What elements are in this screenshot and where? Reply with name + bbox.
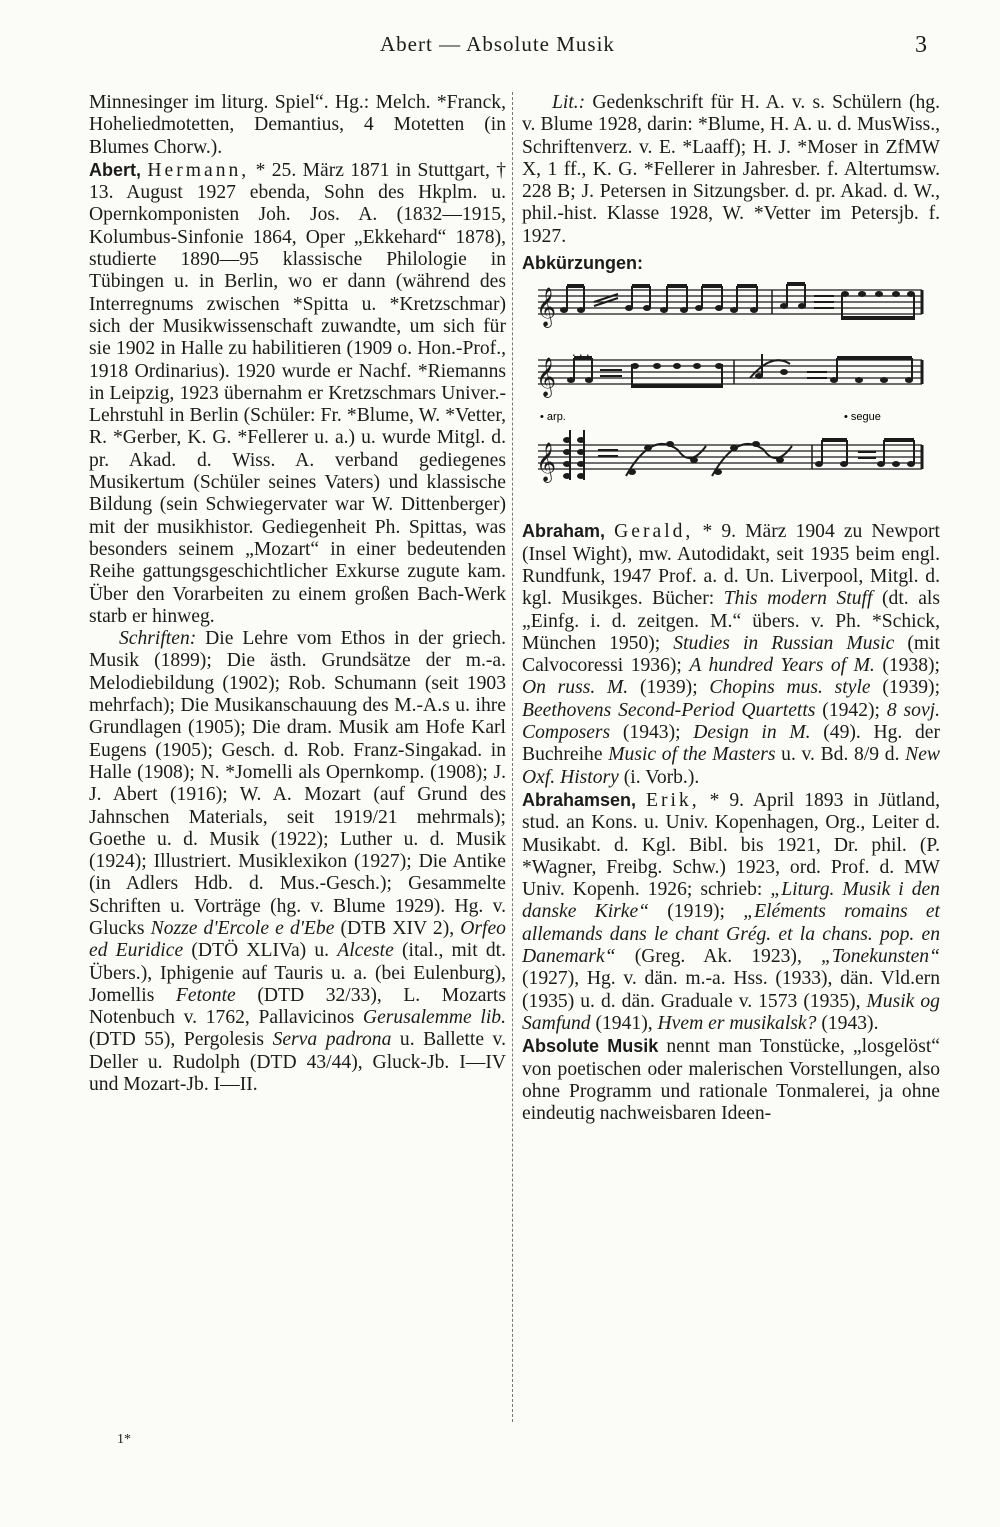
entry-abert — [89, 159, 506, 628]
entry-body: (1942); — [822, 699, 880, 721]
right-column — [522, 92, 940, 1125]
work-title: „Liturg. Musik i den danske Kirke“ — [522, 879, 940, 923]
entry-body: (1927), Hg. v. dän. m.-a. Hss. (1933), dän. Vld.ern (1935) u. d. dän. Graduale v. 1573 (1935), — [522, 968, 940, 1012]
writings-text: (DTD 55), Pergolesis — [89, 1029, 265, 1051]
work-title: Studies in Russian Music — [673, 632, 895, 654]
abbreviations-heading: Abkürzungen: — [522, 253, 643, 274]
entry-abrahamsen — [522, 789, 940, 1035]
work-title: A hundred Years of M. — [689, 655, 875, 677]
entry-body: (1943). — [821, 1012, 879, 1034]
work-title: Orfeo ed Euridice — [89, 917, 506, 962]
entry-headword: Abraham, — [522, 521, 606, 542]
writings-text: (DTB XIV 2), — [340, 917, 455, 939]
writings-text: (ital., mit dt. Übers.), Iphigenie auf Tauris u. a. (bei Eulenburg), Jomellis — [89, 940, 506, 1006]
music-label-arp: • arp. — [540, 411, 566, 424]
entry-body: (i. Vorb.). — [623, 766, 700, 788]
work-title: Design in M. — [693, 722, 811, 744]
intro-text: Minnesinger im liturg. Spiel“. Hg.: Melch. *Franck, Hoheliedmotetten, Demantius, 4 Motetten (in Blumes Chorw.). — [89, 92, 506, 158]
entry-abraham — [522, 520, 940, 789]
entry-body: (Greg. Ak. 1923), — [634, 946, 802, 968]
writings-text: Die Lehre vom Ethos in der griech. Musik (1899); Die ästh. Grundsätze der m.-a. Melodiebildung (1902); Rob. Schumann (seit 1903 mehrfach); Die Musikanschauung des M.-A.s u. ihre Grundlagen (1905); Die dram. Musik am Hofe Karl Eugens (1905); Gesch. d. Rob. Franz-Singakad. in Halle (1908); N. *Jomelli als Opernkomp. (1908); J. J. Abert (1916); W. A. Mozart (auf Grund des Jahnschen Materials, seit 1919/21 mehrmals); Goethe u. d. Musik (1922); Luther u. d. Musik (1924); Illustriert. Musiklexikon (1927); Die Antike (in Adlers Hdb. d. Mus.-Gesch.); Gesammelte Schriften u. Vorträge (hg. v. Blume 1929). Hg. v. Glucks — [89, 628, 506, 939]
music-staff-3 — [536, 430, 922, 483]
entry-given-name: Gerald, — [614, 521, 694, 543]
work-title: Music of the Masters — [608, 744, 776, 766]
work-title: Musik og Samfund — [522, 990, 940, 1034]
work-title: Alceste — [337, 940, 394, 962]
music-staff-2 — [536, 345, 922, 398]
entry-body: * 25. März 1871 in Stuttgart, † 13. August 1927 ebenda, Sohn des Hkplm. u. Opernkomponisten Joh. Jos. A. (1832—1915, Kolumbus-Sinfonie 1864, Oper „Ekkehard“ 1878), studierte 1890—95 klassische Philologie in Tübingen u. in Berlin, wo er dann (während des Interregnums zwischen *Spitta u. *Kretzschmar) sich der Musikwissenschaft zuwandte, um sich für sie 1902 in Halle zu habilitieren (1909 o. Hon.-Prof., 1918 Ordinarius). 1920 wurde er Nachf. *Riemanns in Leipzig, 1923 übernahm er Kretzschmars Univer.-Lehrstuhl in Berlin (Schüler: Fr. *Blume, W. *Vetter, R. *Gerber, K. G. *Fellerer u. a.) u. wurde Mitgl. d. pr. Akad. d. Wiss. A. verband gediegenes Musikertum (Schüler seines Vaters) und klassische Bildung (sein Schwiegervater war W. Dittenberger) mit der musikhistor. Gediegenheit Ph. Spittas, was besonders seinem „Mozart“ in einer bedeutenden Reihe gattungsgeschichtlicher Exkurse zugute kam. Über den Vorarbeiten zu einem großen Bach-Werk starb er hinweg. — [89, 159, 506, 627]
page-number: 3 — [915, 32, 927, 58]
column-rule — [512, 92, 513, 1422]
entry-body: (mit Calvocoressi 1936); — [522, 632, 940, 677]
writings-text: (DTD 32/33), L. Mozarts Notenbuch v. 1762, Pallavicinos — [89, 984, 506, 1029]
work-title: This modern Stuff — [723, 588, 873, 610]
work-title: Gerusalemme lib. — [362, 1007, 506, 1029]
svg-text:𝄞: 𝄞 — [536, 287, 557, 328]
writings-label: Schriften: — [119, 628, 197, 650]
entry-body: (1943); — [622, 722, 681, 744]
entry-headword: Abert, — [89, 159, 142, 180]
entry-body: (1939); — [639, 677, 698, 699]
svg-text:. . .: . . . — [572, 345, 590, 361]
entry-body: (1941), — [595, 1012, 653, 1034]
work-title: Nozze d'Ercole e d'Ebe — [150, 917, 335, 939]
work-title: New Oxf. History — [522, 744, 940, 788]
entry-given-name: Hermann, — [147, 159, 250, 181]
page-header — [0, 28, 1000, 68]
work-title: 8 sovj. Composers — [522, 699, 940, 744]
entry-body: u. v. Bd. 8/9 d. — [781, 744, 900, 766]
work-title: Chopins mus. style — [709, 677, 871, 699]
work-title: On russ. M. — [522, 677, 629, 699]
entry-body: (1939); — [882, 677, 941, 699]
entry-body: (1938); — [882, 655, 940, 677]
running-head: Abert — Absolute Musik — [380, 32, 615, 56]
music-staff-1 — [536, 284, 922, 328]
abert-literature — [522, 92, 940, 248]
abert-writings — [89, 628, 506, 1096]
entry-body: (dt. als „Einfg. i. d. zeitgen. M.“ übers. v. Ph. *Schick, München 1950); — [522, 588, 940, 654]
entry-body: * 9. März 1904 zu Newport (Insel Wight), mw. Autodidakt, seit 1935 beim engl. Rundfunk, 1947 Prof. a. d. Un. Liverpool, Mitgl. d. kgl. Musikges. Bücher: — [522, 521, 940, 610]
entry-given-name: Erik, — [646, 789, 700, 811]
entry-body: * 9. April 1893 in Jütland, stud. an Kons. u. Univ. Kopenhagen, Org., Leiter d. Musikabt. d. Kgl. Bibl. bis 1921, Dr. phil. (P. *Wagner, Freibg. Schw.) 1923, ord. Prof. d. MW Univ. Kopenh. 1926; schrieb: — [522, 789, 940, 901]
work-title: Fetonte — [175, 984, 236, 1006]
entry-body: nennt man Tonstücke, „losgelöst“ von poetischen oder malerischen Vorstellungen, also ohne Programm und rationale Tonmalerei, ja ohne eindeutig nachweisbaren Ideen- — [522, 1036, 940, 1125]
music-example-figure — [522, 280, 940, 520]
work-title: Beethovens Second-Period Quartetts — [522, 699, 816, 721]
work-title: „Tonekunsten“ — [820, 946, 940, 968]
work-title: „Eléments romains et allemands dans le chant Grég. et la chans. pop. en Danemark“ — [522, 901, 940, 968]
work-title: Hvem er musikalsk? — [657, 1012, 817, 1034]
writings-text: u. Ballette v. Deller u. Rudolph (DTD 43/44), Gluck-Jb. I—IV und Mozart-Jb. I—II. — [89, 1029, 506, 1096]
svg-text:𝄞: 𝄞 — [536, 442, 557, 483]
entry-body: (49). Hg. der Buchreihe — [522, 722, 941, 766]
entry-absolute-musik — [522, 1035, 940, 1125]
entry-body: (1919); — [667, 901, 725, 923]
svg-text:𝄞: 𝄞 — [536, 357, 557, 398]
signature-mark: 1* — [117, 1432, 131, 1447]
entry-headword: Absolute Musik — [522, 1036, 659, 1057]
entry-headword: Abrahamsen, — [522, 789, 637, 810]
work-title: Serva padrona — [272, 1029, 392, 1051]
left-column — [89, 92, 506, 1096]
literature-label: Lit.: — [552, 92, 586, 113]
literature-text: Gedenkschrift für H. A. v. s. Schülern (hg. v. Blume 1928, darin: *Blume, H. A. u. d. MusWiss., Schriftenverz. v. E. *Laaff); H. J. *Moser in ZfMW X, 1 ff., K. G. *Fellerer in Jahresber. f. Altertumsw. 228 B; J. Petersen in Sitzungsber. d. pr. Akad. d. W., phil.-hist. Klasse 1928, W. *Vetter im Petersjb. f. 1927. — [522, 92, 940, 247]
music-label-segue: • segue — [844, 411, 881, 424]
writings-text: (DTÖ XLIVa) u. — [191, 940, 330, 962]
